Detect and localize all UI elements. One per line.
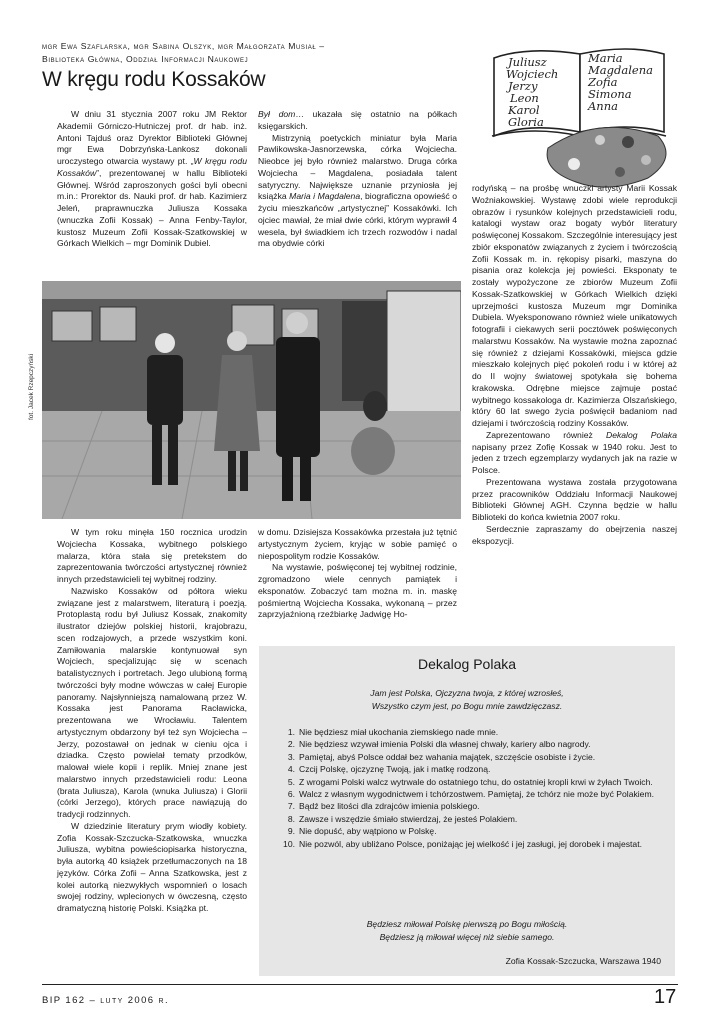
book-name: Anna [588, 99, 618, 113]
authors-line-1: mgr Ewa Szaflarska, mgr Sabina Olszyk, mgr Małgorzata Musiał – [42, 41, 325, 51]
list-item: 2. Nie będziesz wzywał imienia Polski dla własnej chwały, kariery albo nagrody. [287, 739, 591, 750]
list-item: 8. Zawsze i wszędzie śmiało stwierdzaj, że jesteś Polakiem. [287, 813, 518, 824]
book-name: Simona [588, 87, 632, 101]
paragraph: Mistrzynią poetyckich miniatur była Maria Pawlikowska-Jasnorzewska, córka Wojciecha. Nieobce jej było również malarstwo. Druga córka Wojciecha – Magdalena, posiadała talent satyryczny. Największe uznanie przyniosła jej książka Maria i Magdalena, biograficzna opowieść o życiu mieszkańców „artystycznej” Kossakówki. Ich ojciec mawiał, że miał dwie córki, którym wyprawił 4 wesela, był świadkiem ich trzech rozwodów i nadal ma obydwie córki [258, 132, 457, 249]
dekalog-box [259, 646, 675, 976]
paragraph: W tym roku minęła 150 rocznica urodzin Wojciecha Kossaka, wybitnego polskiego malarza, która stała się pretekstem do zaprezentowania twórczości artystycznej również innych przedstawicieli tej wybitnej rodziny. [57, 527, 247, 584]
list-item: 1. Nie będziesz miał ukochania ziemskiego nade mnie. [287, 727, 499, 737]
book-name: Maria [588, 51, 623, 65]
list-item: 3. Pamiętaj, abyś Polsce oddał bez wahania majątek, szczęście osobiste i życie. [287, 751, 596, 762]
paragraph: Prezentowana wystawa została przygotowana przez pracowników Oddziału Informacji Naukowej Biblioteki Głównej AGH. Czynna będzie w hallu Biblioteki do końca kwietnia 2007 roku. [472, 476, 677, 522]
closing-line: Będziesz ją miłował więcej niż siebie samego. [379, 932, 555, 942]
exhibition-photo [42, 281, 461, 519]
paragraph: rodyńską – na prośbę wnuczki artysty Marii Kossak Woźniakowskiej. Wystawę zdobi wiele reprodukcji obrazów i rysunków kolejnych przedstawicieli rodu, katalogi wystaw oraz bogaty wybór literatury poświęconej Kossakom. Szczególnie interesujący jest zbiór eksponatów związanych z życiem i twórczością Zofii Kossak m. in. rękopisy pisarki, maszyna do pisania oraz kolekcja jej powieści. Eksponaty te zostały wypożyczone ze zbiorów Muzeum Zofii Kossak-Szatkowskiej w Górkach Wielkich dzięki uprzejmości kustosza Muzeum mgr Dominika Dubiela. Wyeksponowano również wiele unikatowych fotografii i ciekawych serii pocztówek poświęconych malarstwu Kossaków. Na wystawie można zapoznać się również z dziejami Kossakówki, miejsca gdzie mieszkało kolejnych pięć pokoleń rodu i w której aż do II wojny światowej spotykała się bohema krakowska. Odrębne miejsce zajmuje postać wybitnego kossakologa dr. Kazimierza Olszańskiego, który 60 lat swego życia poświęcił badaniom nad dziejami i twórczością rodziny Kossaków. [472, 183, 677, 428]
book-name: Zofia [588, 75, 618, 89]
dekalog-signature: Zofia Kossak-Szczucka, Warszawa 1940 [505, 956, 661, 966]
list-item: 7. Bądź bez litości dla zdrajców imienia polskiego. [287, 801, 480, 812]
closing-line: Będziesz miłował Polskę pierwszą po Bogu miłością. [366, 919, 568, 929]
paragraph: Serdecznie zapraszamy do obejrzenia naszej ekspozycji. [472, 523, 677, 546]
page-number: 17 [654, 986, 677, 1008]
book-name: Wojciech [506, 67, 559, 81]
authors-byline [42, 40, 482, 66]
dekalog-closing [259, 918, 675, 944]
list-item: 10. Nie pozwól, aby ubliżano Polsce, poniżając jej wielkość i jej zasługi, jej dorobek i majestat. [283, 838, 642, 849]
book-palette-illustration [488, 36, 678, 196]
authors-line-2: Biblioteka Główna, Oddział Informacji Naukowej [42, 54, 249, 64]
list-item: 9. Nie dopuść, aby wątpiono w Polskę. [287, 826, 437, 837]
footer-divider [42, 984, 678, 985]
book-name: Magdalena [588, 63, 653, 77]
book-name: Juliusz [508, 55, 547, 69]
article-column-2 [258, 109, 457, 250]
article-column-4 [57, 527, 247, 915]
article-column-3 [472, 183, 677, 547]
book-name: Jerzy [508, 79, 538, 93]
paragraph: w domu. Dzisiejsza Kossakówka przestała już tętnić artystycznym życiem, kryjąc w sobie pamięć o niepospolitym rodzie Kossaków. [258, 527, 457, 561]
article-column-1 [57, 109, 247, 250]
book-name: Leon [510, 91, 539, 105]
palette-icon [547, 127, 666, 187]
paragraph: Zaprezentowano również Dekalog Polaka napisany przez Zofię Kossak w 1940 roku. Jest to jeden z trzech egzemplarzy wydanych jak na razie w Polsce. [472, 429, 677, 475]
footer-issue: BIP 162 – luty 2006 r. [42, 995, 169, 1006]
paragraph: Nazwisko Kossaków od półtora wieku związane jest z malarstwem, literaturą i poezją. Protoplastą rodu był Juliusz Kossak, znakomity ilustrator dziejów polskiej historii, krajobrazu, scen rodzajowych, a przede wszystkim koni. Zamiłowania malarskie kontynuował syn Wojciech, specjalizując się w scenach batalistycznych i portretach. Jego ulubioną formą twórczości były modne wówczas w całej Europie panoramy. Najsłynniejszą namalowaną przez W. Kossaka jest Panorama Racławicka, prezentowana we Wrocławiu. Talentem artystycznym obdarzony był też syn Wojciecha – Jerzy, pozostawał on jednak w cieniu ojca i dziadka. Często powielał tematy przodków, malował wiele kopii i replik. Mniej znane jest malarstwo innych przedstawicieli rodu: Leona (brata Juliusza), Karola (wnuka Juliusza) i Glorii (córki Jerzego), których prace nawiązują do tradycji rodzinnych. [57, 585, 247, 819]
dekalog-title: Dekalog Polaka [417, 656, 517, 672]
paragraph: Na wystawie, poświęconej tej wybitnej rodzinie, zgromadzono wiele cennych pamiątek i eksponatów. Zobaczyć tam można m. in. maskę pośmiertną Wojciecha Kossaka, wykonaną – przez zaprzyjaźnioną rzeźbiarkę Jadwigę Ho- [258, 562, 457, 620]
photo-drawing [42, 281, 461, 519]
photo-credit: fot. Jacek Rzepczyński [28, 353, 35, 420]
dekalog-motto [259, 687, 675, 713]
motto-line: Wszystko czym jest, po Bogu mnie zawdzięczasz. [371, 701, 563, 711]
paragraph: W dziedzinie literatury prym wiodły kobiety. Zofia Kossak-Szczucka-Szatkowska, wnuczka Juliusza, wybitna powieściopisarka historyczna, była autorką 40 książek przetłumaczonych na 18 języków. Córka Zofii – Anna Szatkowska, jest z kolei autorką niezwykłych wspomnień o losach swojej rodziny, wplecionych w ówczesną, często dramatyczną historię Polski. Książka pt. [57, 820, 247, 913]
article-title: W kręgu rodu Kossaków [42, 68, 266, 91]
book-name: Gloria [508, 115, 544, 129]
dekalog-list [269, 726, 661, 850]
article-column-5 [258, 527, 457, 621]
list-item: 4. Czcij Polskę, ojczyznę Twoją, jak i matkę rodzoną. [287, 764, 491, 775]
motto-line: Jam jest Polska, Ojczyzna twoja, z której wzrosłeś, [370, 688, 564, 698]
paragraph: W dniu 31 stycznia 2007 roku JM Rektor Akademii Górniczo-Hutniczej prof. dr hab. inż. Antoni Tajduś oraz Dyrektor Biblioteki Głównej mgr Ewa Dobrzyńska-Lankosz dokonali uroczystego otwarcia wystawy pt. „W kręgu rodu Kossaków”, prezentowanej w hallu Biblioteki Głównej. Wśród zaproszonych gości byli obecni m.in.: Prorektor ds. Nauki prof. dr hab. Kazimierz Jeleń, praprawnuczka Juliusza Kossaka (wnuczka Zofii Kossak) – Anna Fenby-Taylor, kustosz Muzeum Zofii Kossak-Szatkowskiej w Górkach Wielkich – mgr Dominik Dubiel. [57, 109, 247, 249]
list-item: 5. Z wrogami Polski walcz wytrwale do ostatniego tchu, do ostatniej kropli krwi w żyłach Twoich. [287, 776, 653, 787]
list-item: 6. Walcz z własnym wygodnictwem i tchórzostwem. Pamiętaj, że tchórz nie może być Polakiem. [287, 789, 655, 800]
book-name: Karol [508, 103, 540, 117]
paragraph: Był dom… ukazała się ostatnio na półkach księgarskich. [258, 109, 458, 131]
